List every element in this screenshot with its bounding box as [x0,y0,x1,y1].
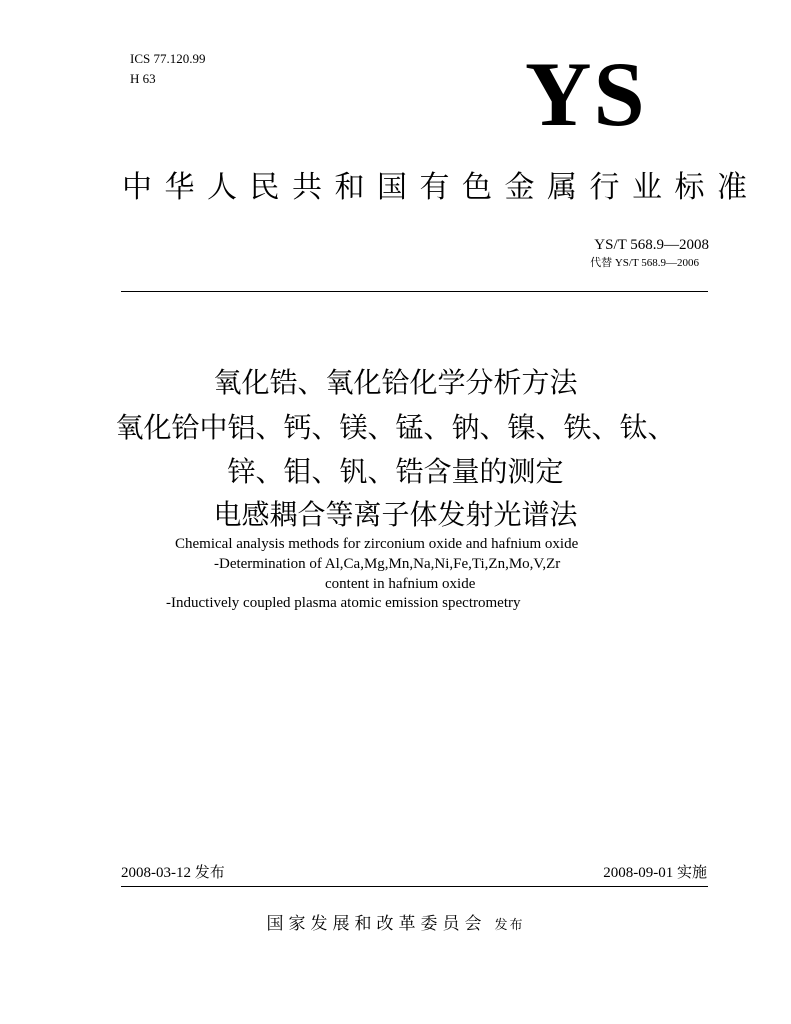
bottom-divider [121,886,708,887]
issuer-line [0,912,791,938]
implementation-date: 2008-09-01 实施 [603,865,707,881]
title-zh-line-3: 锌、钼、钒、锆含量的测定 [227,455,564,488]
issuer-tag: 发布 [494,918,525,933]
standard-organization: 中华人民共和国有色金属行业标准 [122,170,760,205]
classification-code: H 63 [130,71,156,86]
title-en-line-1: Chemical analysis methods for zirconium oxide and hafnium oxide [175,536,579,552]
title-en-line-4: -Inductively coupled plasma atomic emission spectrometry [166,595,521,611]
ys-logo: YS [525,43,647,145]
title-en-line-3: content in hafnium oxide [325,576,476,592]
publish-date: 2008-03-12 发布 [121,865,225,881]
title-en-line-2: -Determination of Al,Ca,Mg,Mn,Na,Ni,Fe,Ti,Zn,Mo,V,Zr [214,556,561,572]
ics-code: ICS 77.120.99 [130,51,206,66]
replaces-standard: 代替 YS/T 568.9—2006 [590,257,699,269]
top-divider [121,291,708,292]
title-zh-line-4: 电感耦合等离子体发射光谱法 [213,498,578,531]
issuer-name: 国家发展和改革委员会 [266,914,487,934]
title-zh-line-2: 氧化铪中铝、钙、镁、锰、钠、镍、铁、钛、 [115,411,676,444]
title-zh-line-1: 氧化锆、氧化铪化学分析方法 [213,366,578,399]
standard-number: YS/T 568.9—2008 [594,237,709,253]
